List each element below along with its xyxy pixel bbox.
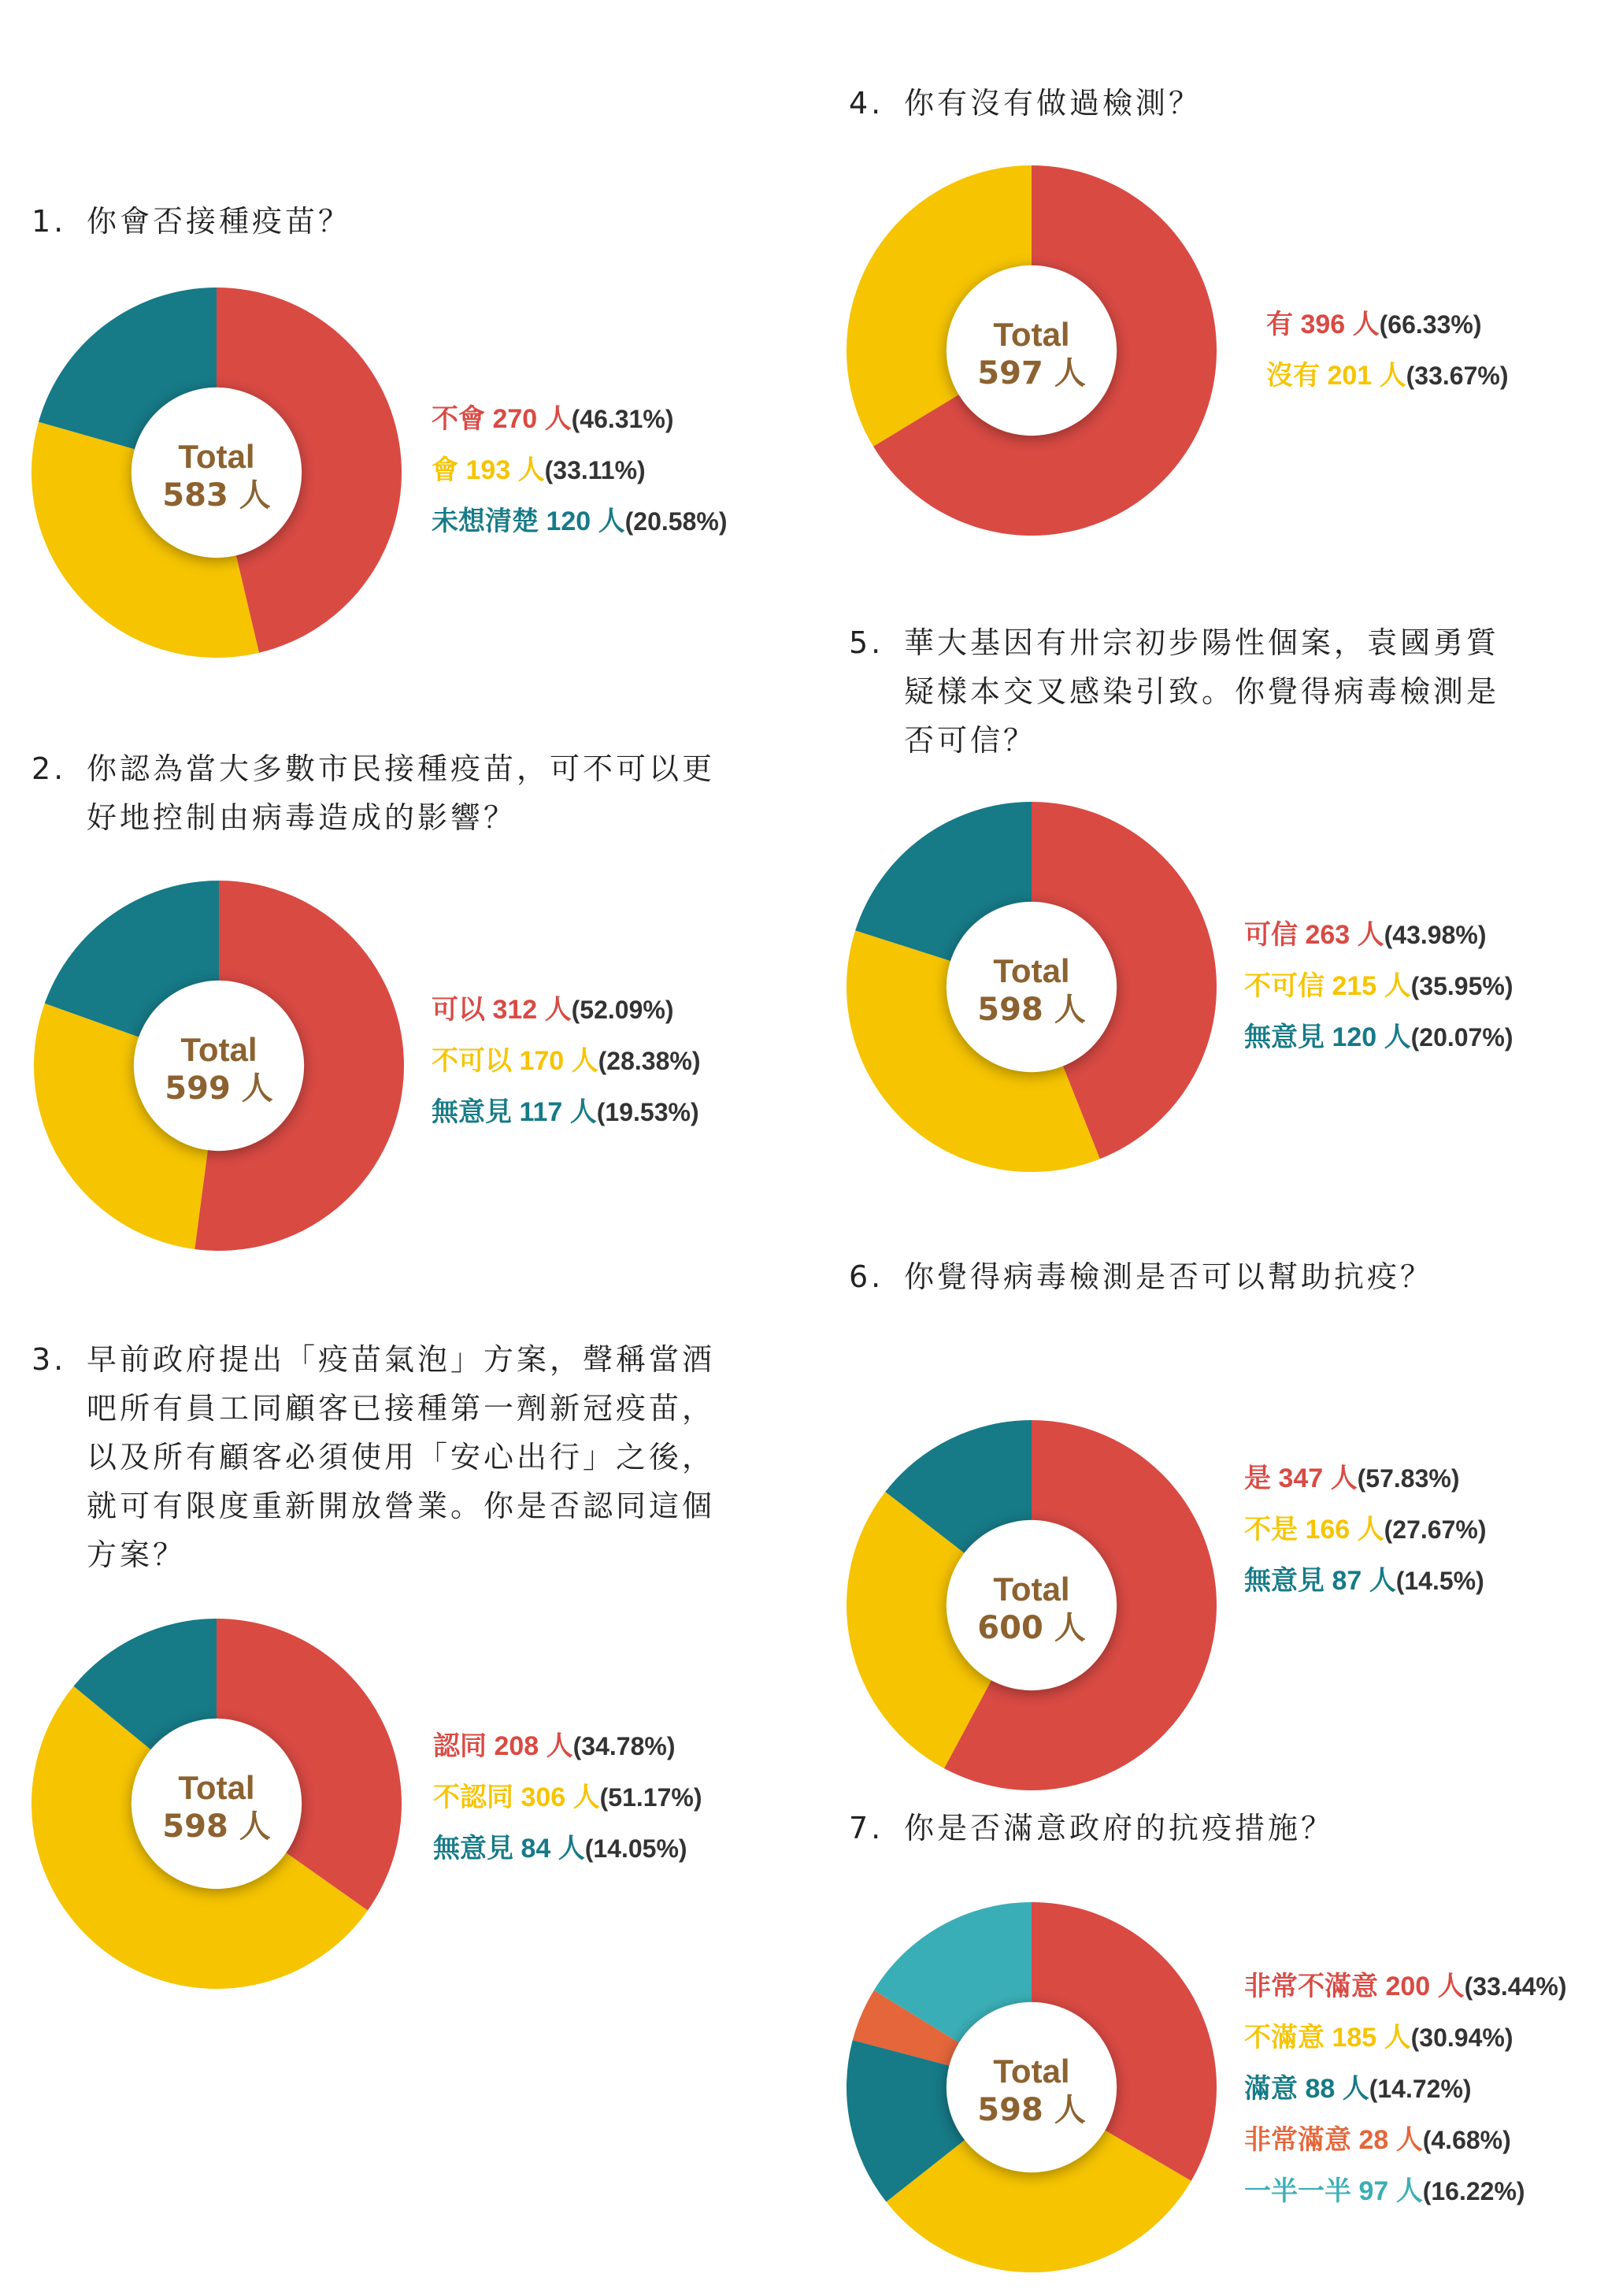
question-line	[31, 197, 351, 246]
total-label: Total	[993, 2053, 1070, 2090]
legend-label: 不是 166 人	[1244, 1515, 1384, 1545]
question-text: 好地控制由病毒造成的影響？	[87, 800, 517, 835]
question-line	[31, 1482, 715, 1530]
question-line	[31, 793, 715, 842]
question-text: 疑樣本交叉感染引致。你覺得病毒檢測是	[904, 674, 1500, 709]
legend-label: 會 193 人	[432, 455, 545, 485]
question-text: 你會否接種疫苗？	[87, 204, 352, 239]
donut-chart-4	[823, 142, 1240, 559]
legend-item	[1244, 1961, 1566, 2012]
total-value: 597 人	[977, 355, 1086, 391]
legend-percent: (14.05%)	[584, 1834, 687, 1863]
legend-label: 是 347 人	[1244, 1463, 1358, 1493]
legend-item	[1244, 2166, 1566, 2217]
donut-chart-6	[823, 1397, 1240, 1814]
question-text: 以及所有顧客必須使用「安心出行」之後，	[87, 1440, 716, 1474]
question-number: 1.	[31, 204, 67, 239]
question-6	[849, 1252, 1433, 1301]
total-label: Total	[178, 1769, 255, 1806]
legend-label: 無意見 87 人	[1244, 1566, 1396, 1596]
legend-label: 沒有 201 人	[1266, 361, 1406, 391]
legend-label: 可以 312 人	[432, 995, 572, 1025]
question-number: 6.	[849, 1259, 884, 1294]
legend-percent: (52.09%)	[571, 996, 674, 1024]
legend-item	[432, 496, 727, 547]
legend-4	[1266, 299, 1508, 402]
legend-percent: (19.53%)	[596, 1098, 699, 1126]
question-line	[849, 1804, 1334, 1853]
legend-item	[433, 1721, 702, 1772]
legend-5	[1244, 910, 1513, 1063]
legend-7	[1244, 1961, 1566, 2217]
question-line	[849, 716, 1499, 765]
legend-item	[1244, 1453, 1486, 1504]
legend-item	[432, 1036, 700, 1087]
total-value: 598 人	[977, 992, 1086, 1028]
legend-label: 滿意 88 人	[1244, 2074, 1369, 2104]
legend-percent: (20.58%)	[624, 507, 728, 536]
legend-label: 不可以 170 人	[432, 1046, 598, 1076]
legend-label: 未想清楚 120 人	[432, 506, 625, 536]
legend-percent: (34.78%)	[572, 1732, 676, 1760]
question-line	[31, 1433, 715, 1482]
question-number: 4.	[849, 86, 884, 121]
question-line	[31, 1530, 715, 1579]
donut-chart-5	[823, 778, 1240, 1196]
legend-item	[432, 394, 727, 445]
donut-chart-3	[8, 1595, 425, 2012]
legend-percent: (27.67%)	[1384, 1515, 1487, 1544]
total-label: Total	[993, 1571, 1070, 1608]
legend-label: 有 396 人	[1266, 310, 1380, 339]
legend-item	[1266, 299, 1508, 351]
question-text: 你有沒有做過檢測？	[904, 86, 1202, 121]
question-text: 否可信？	[904, 723, 1037, 758]
question-line	[31, 1335, 715, 1384]
legend-label: 無意見 84 人	[433, 1834, 585, 1864]
legend-percent: (33.11%)	[544, 456, 646, 484]
legend-percent: (14.72%)	[1369, 2075, 1472, 2103]
legend-percent: (30.94%)	[1410, 2023, 1513, 2052]
legend-item	[1244, 961, 1513, 1012]
question-line	[849, 1252, 1433, 1301]
question-line	[849, 667, 1499, 716]
legend-label: 不滿意 185 人	[1244, 2023, 1411, 2053]
question-number: 5.	[849, 625, 884, 660]
question-line	[31, 744, 715, 793]
question-line	[849, 79, 1202, 128]
legend-label: 非常滿意 28 人	[1244, 2125, 1423, 2155]
question-text: 華大基因有卅宗初步陽性個案，袁國勇質	[904, 625, 1500, 660]
question-3	[31, 1335, 715, 1579]
legend-label: 不會 270 人	[432, 404, 572, 434]
total-value: 583 人	[162, 477, 271, 514]
legend-2	[432, 985, 700, 1138]
legend-percent: (66.33%)	[1379, 310, 1482, 339]
question-4	[849, 79, 1202, 128]
legend-label: 無意見 117 人	[432, 1097, 597, 1127]
legend-item	[432, 985, 700, 1036]
legend-percent: (51.17%)	[599, 1783, 702, 1812]
total-label: Total	[178, 438, 255, 475]
total-label: Total	[993, 952, 1070, 989]
legend-percent: (46.31%)	[571, 405, 674, 433]
legend-label: 可信 263 人	[1244, 920, 1384, 950]
question-line	[849, 618, 1499, 667]
total-value: 598 人	[977, 2092, 1086, 2128]
legend-item	[1244, 1556, 1486, 1607]
question-text: 吧所有員工同顧客已接種第一劑新冠疫苗，	[87, 1391, 716, 1426]
legend-item	[1244, 2064, 1566, 2115]
question-text: 你覺得病毒檢測是否可以幫助抗疫？	[904, 1259, 1434, 1294]
legend-item	[1244, 2115, 1566, 2166]
legend-item	[1266, 351, 1508, 402]
question-number: 7.	[849, 1811, 884, 1845]
total-value: 600 人	[977, 1610, 1086, 1646]
legend-label: 非常不滿意 200 人	[1244, 1971, 1465, 2001]
legend-3	[433, 1721, 702, 1875]
legend-percent: (35.95%)	[1410, 972, 1513, 1000]
legend-item	[433, 1823, 702, 1875]
question-text: 你認為當大多數市民接種疫苗，可不可以更	[87, 751, 716, 786]
donut-chart-7	[823, 1879, 1240, 2296]
question-number: 3.	[31, 1342, 67, 1377]
legend-percent: (33.67%)	[1406, 362, 1509, 390]
legend-6	[1244, 1453, 1486, 1607]
legend-label: 無意見 120 人	[1244, 1022, 1411, 1052]
legend-percent: (33.44%)	[1464, 1972, 1567, 2001]
question-text: 早前政府提出「疫苗氣泡」方案，聲稱當酒	[87, 1342, 716, 1377]
legend-label: 認同 208 人	[433, 1731, 573, 1761]
donut-chart-2	[10, 857, 428, 1274]
legend-item	[432, 445, 727, 496]
legend-1	[432, 394, 727, 547]
legend-item	[433, 1772, 702, 1823]
total-value: 599 人	[165, 1070, 273, 1107]
question-text: 方案？	[87, 1537, 187, 1572]
legend-percent: (28.38%)	[598, 1047, 701, 1075]
legend-percent: (16.22%)	[1422, 2177, 1525, 2205]
legend-percent: (57.83%)	[1357, 1464, 1460, 1493]
donut-chart-1	[8, 264, 425, 681]
legend-percent: (43.98%)	[1384, 921, 1487, 949]
legend-label: 不可信 215 人	[1244, 971, 1411, 1001]
legend-percent: (20.07%)	[1410, 1023, 1513, 1052]
legend-item	[1244, 1504, 1486, 1556]
question-text: 就可有限度重新開放營業。你是否認同這個	[87, 1489, 716, 1523]
question-1	[31, 197, 351, 246]
total-label: Total	[993, 316, 1070, 353]
total-label: Total	[180, 1031, 257, 1068]
legend-item	[432, 1087, 700, 1138]
legend-percent: (4.68%)	[1422, 2126, 1511, 2154]
legend-percent: (14.5%)	[1395, 1567, 1484, 1595]
total-value: 598 人	[162, 1808, 271, 1845]
question-text: 你是否滿意政府的抗疫措施？	[904, 1811, 1335, 1845]
legend-label: 一半一半 97 人	[1244, 2176, 1423, 2206]
legend-item	[1244, 910, 1513, 961]
question-7	[849, 1804, 1334, 1853]
question-5	[849, 618, 1499, 765]
legend-item	[1244, 2012, 1566, 2064]
question-2	[31, 744, 715, 842]
question-number: 2.	[31, 751, 67, 786]
legend-label: 不認同 306 人	[433, 1782, 600, 1812]
question-line	[31, 1384, 715, 1433]
legend-item	[1244, 1012, 1513, 1063]
